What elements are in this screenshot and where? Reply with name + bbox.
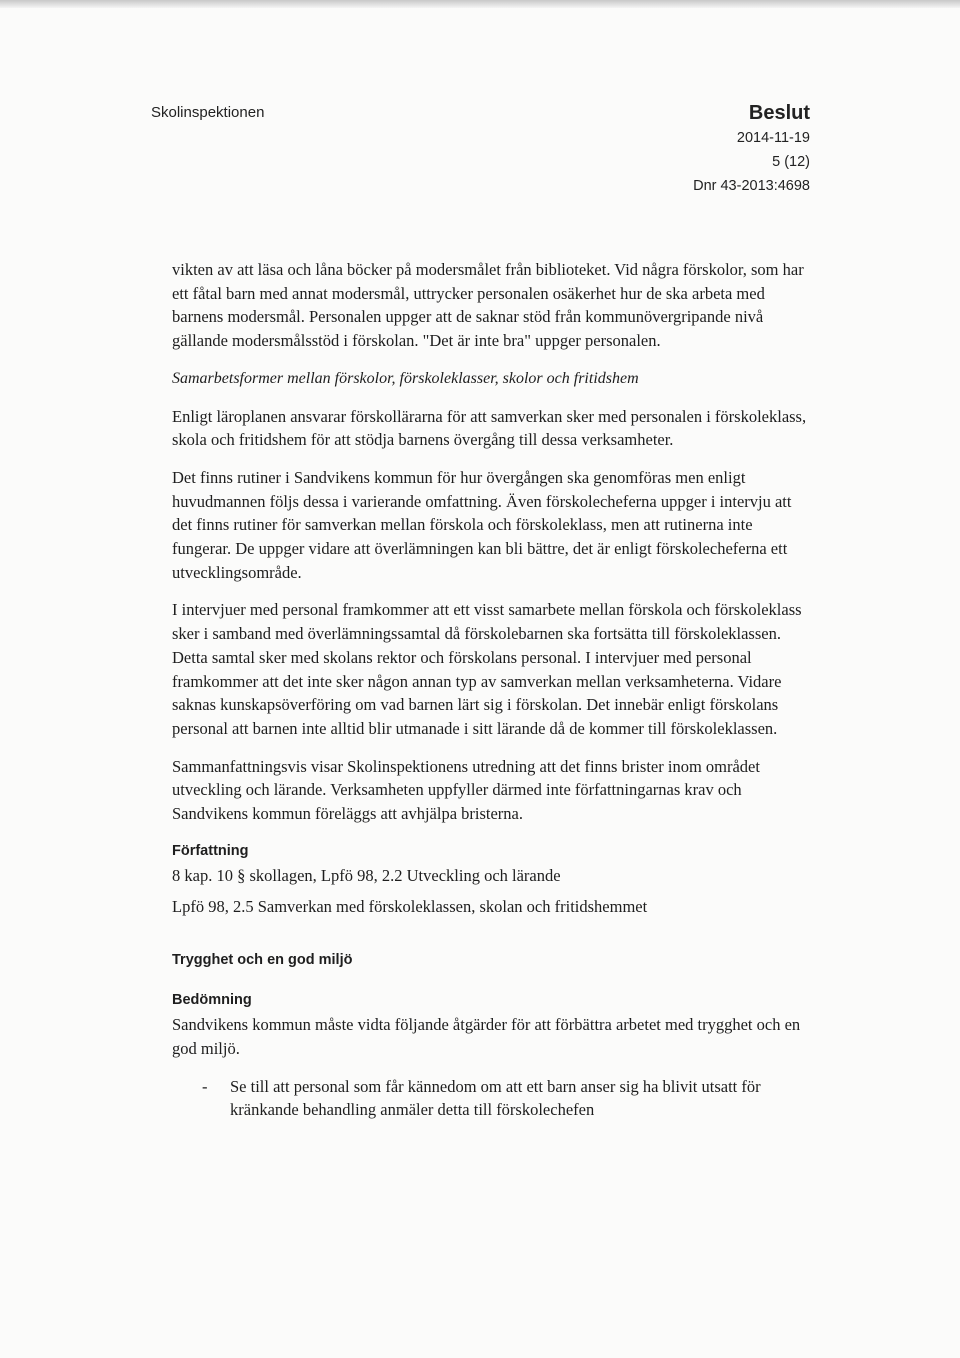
document-type: Beslut — [748, 102, 810, 124]
paragraph-rutiner: Det finns rutiner i Sandvikens kommun för hur övergången ska genomföras men enligt huvudmannen följs dessa i varierande omfattning. Även förskolecheferna uppger i intervju att det finns rutiner för samverkan mellan förskola och förskoleklass, men att rutinerna inte fungerar. De uppger vidare att överlämningen kan bli bättre, det är enligt förskolecheferna ett utvecklingsområde. — [172, 467, 792, 582]
forfattning-heading: Författning — [172, 842, 249, 859]
bedomning-heading: Bedömning — [172, 992, 252, 1009]
document-header-meta — [693, 100, 810, 198]
paragraph-sammanfattning: Sammanfattningsvis visar Skolinspektionens utredning att det finns brister inom området utveckling och lärande. Verksamheten uppfyller därmed inte författningarnas krav och Sandvikens kommun föreläggs att avhjälpa bristerna. — [172, 756, 760, 824]
document-body — [172, 258, 812, 1122]
list-item — [202, 1075, 812, 1122]
list-item-text: Se till att personal som får kännedom om att ett barn anser sig ha blivit utsatt för kränkande behandling anmäler detta till förskolechefen — [230, 1076, 761, 1120]
paragraph-intervjuer: I intervjuer med personal framkommer att ett visst samarbete mellan förskola och förskoleklass sker i samband med överlämningssamtal då förskolebarnen ska fortsätta till förskoleklassen. Detta samtal sker med skolans rektor och förskolans personal. I intervjuer med personal framkommer att det inte sker någon annan typ av samverkan mellan verksamheterna. Vidare saknas kunskapsöverföring om vad barnen lärt sig i förskolan. Det innebär enligt förskolans personal att barnen inte alltid blir utmanade i sitt lärande då de kommer till förskoleklassen. — [172, 600, 802, 738]
section-heading-trygghet: Trygghet och en god miljö — [172, 952, 353, 969]
organization-name: Skolinspektionen — [151, 104, 265, 121]
bullet-dash: - — [202, 1076, 208, 1096]
document-date: 2014-11-19 — [736, 130, 810, 146]
diary-number: Dnr 43-2013:4698 — [693, 178, 810, 194]
scan-edge — [0, 0, 960, 8]
subheading-samarbetsformer: Samarbetsformer mellan förskolor, förskoleklasser, skolor och fritidshem — [172, 369, 639, 387]
forfattning-line-1: 8 kap. 10 § skollagen, Lpfö 98, 2.2 Utveckling och lärande — [172, 865, 561, 885]
page-number: 5 (12) — [772, 154, 810, 170]
paragraph-modersmal: vikten av att läsa och låna böcker på modersmålet från biblioteket. Vid några förskolor, som har ett fåtal barn med annat modersmål, uttrycker personalen osäkerhet hur de ska arbeta med barnens modersmål. Personalen uppger att de saknar stöd från kommunövergripande nivå gällande modersmålsstöd i förskolan. "Det är inte bra" uppger personalen. — [172, 260, 804, 351]
forfattning-line-2: Lpfö 98, 2.5 Samverkan med förskoleklassen, skolan och fritidshemmet — [172, 897, 648, 917]
paragraph-laroplan: Enligt läroplanen ansvarar förskollärarna för att samverkan sker med personalen i förskoleklass, skola och fritidshem för att stödja barnens övergång till dessa verksamheter. — [172, 406, 807, 450]
paragraph-trygghet-intro: Sandvikens kommun måste vidta följande åtgärder för att förbättra arbetet med trygghet och en god miljö. — [172, 1015, 801, 1058]
